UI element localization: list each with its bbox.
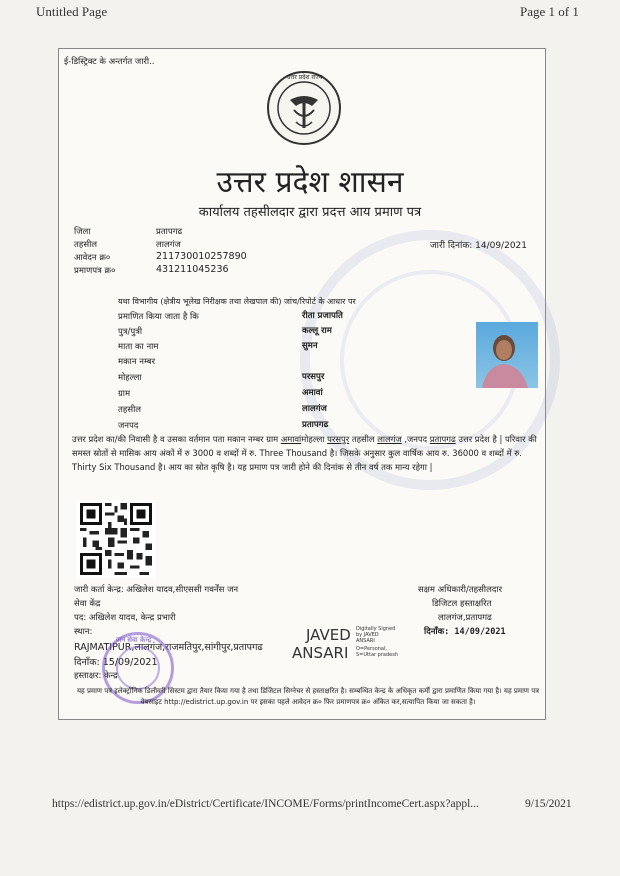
issuer-designation: पद: अखिलेश यादव, केन्द्र प्रभारी	[74, 613, 176, 623]
stamp-text: जन सेवा केन्द्र	[116, 636, 152, 644]
person-value-village: अमावां	[302, 388, 323, 398]
field-label-application-no: आवेदन क्र०	[74, 253, 111, 263]
para-mohalla: परसपुर	[327, 434, 350, 444]
certificate-title: उत्तर प्रदेश शासन	[216, 165, 404, 200]
authority-date: दिनाँक: 14/09/2021	[424, 627, 506, 637]
field-label-district: जिला	[74, 227, 91, 237]
emblem-text: उत्तर प्रदेश राज्य	[287, 74, 323, 81]
certificate-body-paragraph	[72, 432, 542, 474]
issue-date: जारी दिनांक: 14/09/2021	[430, 241, 527, 251]
field-value-certificate-no: 431211045236	[156, 264, 229, 275]
field-value-tehsil: लालगंज	[156, 240, 181, 250]
digital-signature-line-2: by JAVED	[356, 632, 379, 638]
print-page-title: Untitled Page	[36, 4, 108, 19]
print-page-url: https://edistrict.up.gov.in/eDistrict/Certificate/INCOME/Forms/printIncomeCert.aspx?appl...	[52, 798, 479, 810]
person-label-parent: पुत्र/पुत्री	[118, 327, 143, 337]
applicant-photo	[476, 322, 538, 388]
person-label-village: ग्राम	[118, 389, 131, 399]
field-label-tehsil: तहसील	[74, 240, 98, 250]
issuer-date: दिनाँक: 15/09/2021	[74, 657, 158, 668]
digital-signature-line-1: Digitally Signed	[356, 626, 396, 632]
para-village: अमावां	[280, 434, 302, 444]
person-photo-icon	[476, 322, 538, 388]
person-value-mother: सुमन	[302, 341, 318, 351]
field-label-certificate-no: प्रमाणपत्र क्र०	[74, 266, 116, 276]
person-label-mohalla: मोहल्ला	[118, 373, 142, 383]
para-text-4: ,जनपद	[401, 434, 430, 444]
para-text-3: तहसील	[349, 434, 378, 444]
person-value-parent: कल्लू राम	[302, 326, 332, 336]
para-text-2: मोहल्ला	[301, 434, 328, 444]
issuer-center: जारी कर्ता केन्द्र: अखिलेश यादव,सीएससी गवर्नेंस जन	[74, 585, 239, 595]
field-value-district: प्रतापगढ	[156, 227, 183, 237]
print-page-number: Page 1 of 1	[520, 4, 579, 19]
para-district: प्रतापगढ	[429, 434, 456, 444]
issuer-place-label: स्थान:	[74, 627, 93, 637]
top-note: ई-डिस्ट्रिक्ट के अन्तर्गत जारी..	[64, 57, 155, 67]
digital-signature-line-4: O=Personal,	[356, 646, 387, 652]
issuer-signature-label: हस्ताक्षर: केन्द्र	[74, 671, 118, 681]
para-text-1: उत्तर प्रदेश का/की निवासी है व उसका वर्तमान पता मकान नम्बर ग्राम	[72, 434, 281, 444]
qr-code-icon	[76, 500, 156, 578]
issuer-center-cont: सेवा केंद्र	[74, 599, 101, 609]
para-tehsil: लालगंज	[377, 434, 402, 444]
para-text-5: उत्तर प्रदेश है | परिवार की समस्त स्रोतों से मासिक आय अंकों में रु 3000 व शब्दों में रु. Three Thousand है। जिसके अनुसार कुल वार्षिक आय रु. 36000 व शब्दों में रु. Thirty Six Thousand है। आय का स्रोत कृषि है। यह प्रमाण पत्र जारी होने की दिनांक से तीन वर्ष तक मान्य रहेगा |	[72, 434, 537, 472]
person-label-house-no: मकान नम्बर	[118, 357, 156, 367]
digital-signature-line-3: ANSARI	[356, 638, 375, 644]
field-value-application-no: 211730010257890	[156, 251, 247, 262]
intro-text: यथा विभागीय (क्षेत्रीय भूलेख निरीक्षक तथा लेखपाल की) जांच/रिपोर्ट के आधार पर	[118, 297, 356, 306]
up-state-emblem-icon	[266, 70, 342, 146]
person-label-certified: प्रमाणित किया जाता है कि	[118, 312, 199, 322]
person-label-mother: माता का नाम	[118, 342, 159, 352]
person-value-mohalla: परसपुर	[302, 372, 325, 382]
digital-signature-line-5: S=Uttar pradesh	[356, 652, 398, 658]
authority-digital: डिजिटल हस्ताक्षरित	[432, 599, 492, 609]
csc-stamp-inner	[116, 646, 160, 690]
authority-place: लालगंज,प्रतापगढ	[438, 613, 492, 623]
digital-signature-name-1: JAVED	[306, 626, 351, 644]
person-label-district: जनपद	[118, 421, 139, 431]
person-value-name: रीता प्रजापति	[302, 311, 343, 321]
print-page-date: 9/15/2021	[525, 798, 572, 810]
certificate-subtitle: कार्यालय तहसीलदार द्वारा प्रदत्त आय प्रमाण पत्र	[198, 205, 422, 220]
digital-signature-name-2: ANSARI	[292, 644, 349, 662]
person-value-district: प्रतापगढ	[302, 420, 329, 430]
person-label-tehsil: तहसील	[118, 405, 142, 415]
verification-footer-note: यह प्रमाण पत्र इलेक्ट्रॉनिक डिलीवरी सिस्टम द्वारा तैयार किया गया है तथा डिजिटल सिग्नेचर से हस्ताक्षरित है। सम्बन्धित केन्द्र के अधिकृत कर्मी द्वारा प्रमाणित किया गया है। यह प्रमाण पत्र वेबसाइट http://edistrict.up.gov.in पर इसका पहले आवेदन क्र० फिर प्रमाणपत्र क्र० अंकित कर,सत्यापित किया जा सकता है।	[76, 687, 540, 706]
issuer-place: RAJMATIPUR,लालगंज,राजमतिपुर,सांगीपुर,प्रतापगढ	[74, 642, 263, 653]
person-value-tehsil: लालगंज	[302, 404, 327, 414]
authority-title: सक्षम अधिकारी/तहसीलदार	[418, 585, 503, 595]
